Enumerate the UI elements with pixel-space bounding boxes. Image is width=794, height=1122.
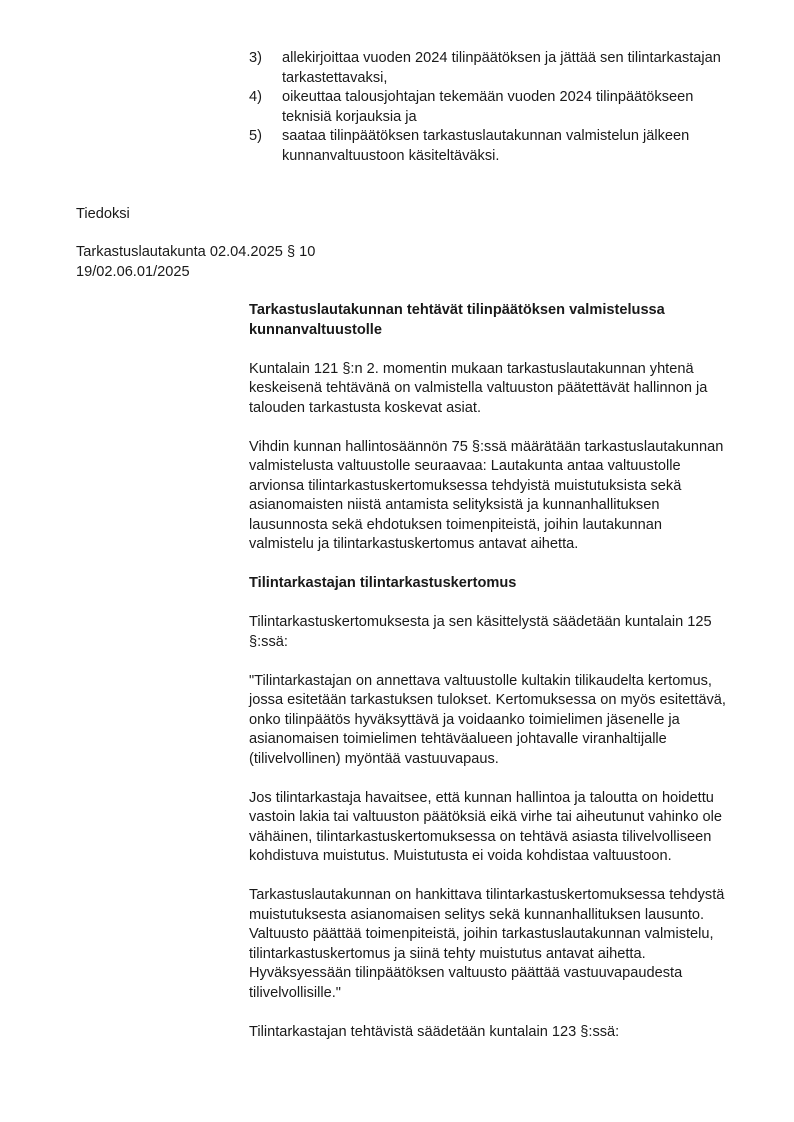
text-line: Jos tilintarkastaja havaitsee, että kunnan hallintoa ja taloutta on hoidettu (249, 789, 714, 806)
section-heading (249, 574, 749, 594)
text-line: Tilintarkastajan tehtävistä säädetään kuntalain 123 §:ssä: (249, 1023, 620, 1040)
text-line: vastoin lakia tai valtuuston päätöksiä eikä virhe tai aiheutunut vahinko ole (249, 809, 722, 825)
list-item-line: kunnanvaltuustoon käsiteltäväksi. (282, 147, 500, 164)
list-item-number: 5) (249, 128, 262, 144)
text-line: Tilintarkastuskertomuksesta ja sen käsittelystä säädetään kuntalain 125 (249, 614, 712, 630)
body-text (249, 301, 749, 1062)
text-line: kohdistuva muistutus. Muistutusta ei voida kohdistaa valtuustoon. (249, 848, 672, 864)
list-item (249, 127, 749, 166)
paragraph (249, 438, 749, 555)
meeting-line: Tarkastuslautakunta 02.04.2025 § 10 (76, 244, 316, 260)
list-item-number: 3) (249, 50, 262, 66)
text-line: "Tilintarkastajan on annettava valtuustolle kultakin tilikaudelta kertomus, (249, 672, 712, 689)
text-line: keskeisenä tehtävänä on valmistella valtuuston päätettävät hallinnon ja (249, 380, 708, 396)
list-item (249, 49, 749, 88)
text-line: lausunnosta sekä ehdotuksen toimenpiteistä, joihin lautakunnan (249, 516, 662, 533)
section-heading (249, 301, 749, 340)
paragraph (249, 672, 749, 770)
list-item-line: oikeuttaa talousjohtajan tekemään vuoden 2024 tilinpäätökseen (282, 89, 694, 105)
tiedoksi-label: Tiedoksi (76, 206, 130, 222)
list-item-line: saataa tilinpäätöksen tarkastuslautakunnan valmistelun jälkeen (282, 128, 690, 144)
text-line: Hyväksyessään tilinpäätöksen valtuusto päättää vastuuvapaudesta (249, 965, 683, 981)
paragraph (249, 1023, 749, 1043)
text-line: onko tilinpäätös hyväksyttävä ja voidaanko toimielimen jäsenelle ja (249, 711, 680, 728)
text-line: asianomaisen toimielimen tehtäväalueen johtavalle viranhaltijalle (249, 731, 667, 747)
text-line: Tilintarkastajan tilintarkastuskertomus (249, 575, 517, 591)
text-line: valmistelusta valtuustolle seuraavaa: Lautakunta antaa valtuustolle (249, 458, 681, 474)
paragraph (249, 886, 749, 1003)
list-item-line: tarkastettavaksi, (282, 69, 388, 86)
paragraph (249, 613, 749, 652)
text-line: (tilivelvollinen) myöntää vastuuvapaus. (249, 750, 499, 767)
text-line: Kuntalain 121 §:n 2. momentin mukaan tarkastuslautakunnan yhtenä (249, 360, 694, 377)
meeting-reference (76, 243, 396, 282)
list-item-line: teknisiä korjauksia ja (282, 108, 417, 125)
text-line: muistutuksesta asianomaisen selitys sekä kunnanhallituksen lausunto. (249, 906, 705, 923)
text-line: asianomaisten niistä antamista selityksistä ja kunnanhallituksen (249, 497, 660, 513)
text-line: Tarkastuslautakunnan on hankittava tilintarkastuskertomuksessa tehdystä (249, 887, 725, 903)
list-item-line: allekirjoittaa vuoden 2024 tilinpäätöksen ja jättää sen tilintarkastajan (282, 50, 721, 66)
text-line: §:ssä: (249, 633, 288, 650)
paragraph (249, 360, 749, 419)
text-line: kunnanvaltuustolle (249, 321, 382, 338)
text-line: valmistelu ja tilintarkastuskertomus antavat aihetta. (249, 536, 579, 552)
text-line: arvionsa tilintarkastuskertomuksessa tehdyistä muistutuksista sekä (249, 477, 682, 494)
text-line: vähäinen, tilintarkastuskertomuksessa on tehtävä asiasta tilivelvolliseen (249, 828, 712, 845)
text-line: tilivelvollisille." (249, 984, 341, 1001)
list-item (249, 88, 749, 127)
text-line: talouden tarkastusta koskevat asiat. (249, 399, 482, 416)
numbered-list (249, 49, 749, 166)
list-item-number: 4) (249, 89, 262, 105)
text-line: jossa esitetään tarkastuksen tulokset. Kertomuksessa on myös esitettävä, (249, 692, 726, 708)
text-line: Valtuusto päättää toimenpiteistä, joihin tarkastuslautakunnan valmistelu, (249, 926, 714, 942)
paragraph (249, 789, 749, 867)
text-line: Tarkastuslautakunnan tehtävät tilinpäätöksen valmistelussa (249, 302, 665, 318)
case-number: 19/02.06.01/2025 (76, 263, 190, 280)
text-line: tilintarkastuskertomus ja siinä tehty muistutus antavat aihetta. (249, 945, 646, 962)
text-line: Vihdin kunnan hallintosäännön 75 §:ssä määrätään tarkastuslautakunnan (249, 438, 724, 455)
